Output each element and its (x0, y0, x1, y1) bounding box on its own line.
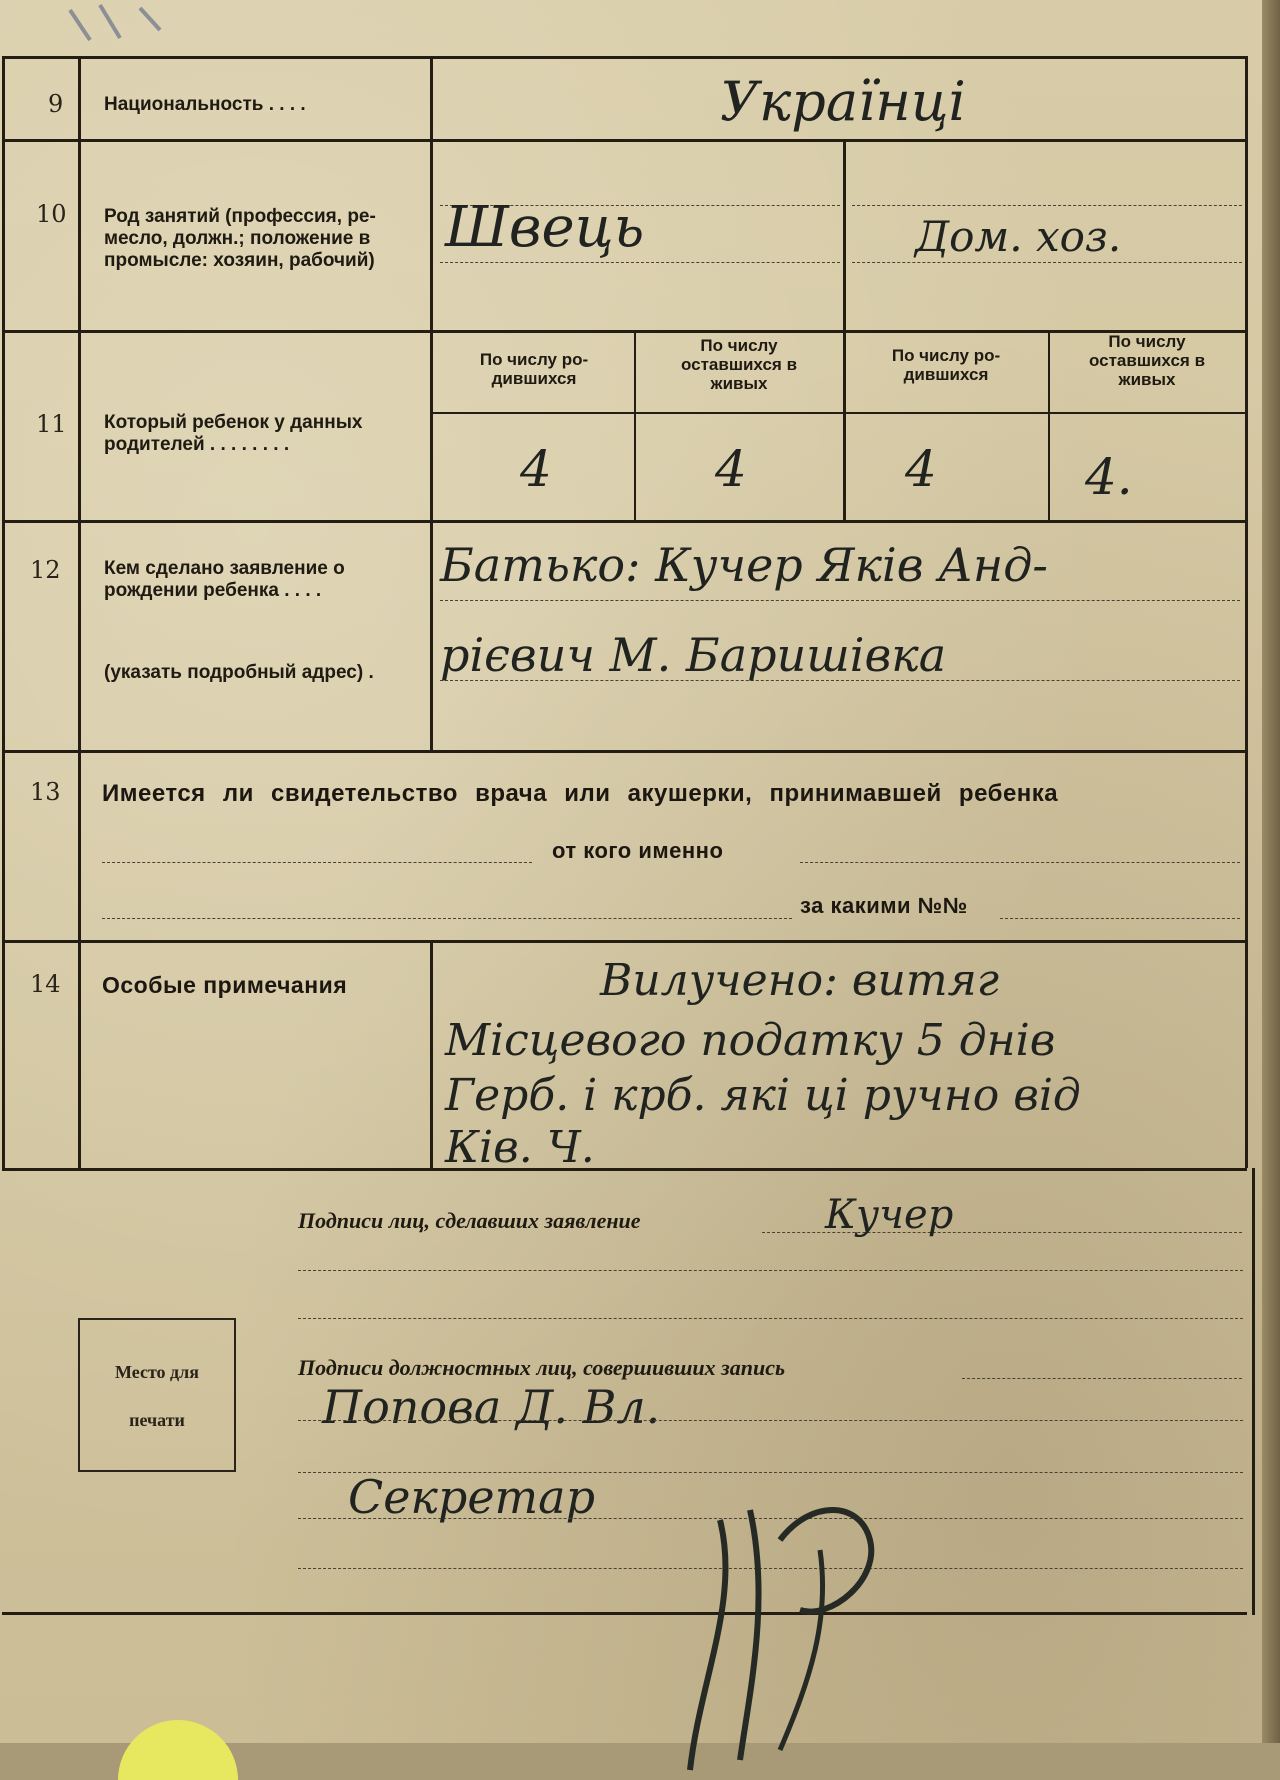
label-applicant-2: рождении ребенка . . . . (104, 580, 322, 601)
page-edge-shadow (1262, 0, 1280, 1743)
hw-applicant-line2: рієвич М. Баришівка (440, 628, 947, 682)
row-number-9: 9 (48, 90, 64, 118)
hw-count-born-father: 4 (520, 440, 552, 498)
hw-applicant-signature: Кучер (825, 1192, 954, 1238)
count-col-rule-3 (1048, 330, 1050, 520)
col-head-alive-1: По числу оставшихся в живых (680, 336, 798, 393)
label-occupation-3: промысле: хозяин, рабочий) (104, 250, 375, 271)
hw-official-signature-1: Попова Д. Вл. (322, 1380, 661, 1434)
cert-dash-1 (102, 862, 532, 863)
rule-13-14 (2, 940, 1247, 943)
cert-dash-4 (1000, 918, 1240, 919)
hw-notes-line1: Вилучено: витяг (600, 955, 999, 1006)
hw-count-born-mother: 4 (905, 440, 937, 498)
left-border (2, 56, 5, 1168)
sign-applicant-dash-2 (298, 1270, 1243, 1271)
label-child-order-2: родителей . . . . . . . . (104, 434, 290, 455)
label-from-whom: от кого именно (552, 838, 724, 863)
row-number-12: 12 (30, 556, 61, 584)
label-nationality: Национальность . . . . (104, 94, 306, 115)
count-col-rule-1 (634, 330, 636, 520)
rule-14-end (2, 1168, 1247, 1171)
label-occupation-2: месло, должн.; положение в (104, 228, 371, 249)
label-occupation-1: Род занятий (профессия, ре- (104, 206, 376, 227)
hw-notes-line4: Ків. Ч. (445, 1122, 595, 1173)
label-official-signatures: Подписи должностных лиц, совершивших запись (298, 1355, 786, 1380)
cert-dash-3 (102, 918, 792, 919)
corner-pen-marks (50, 0, 170, 60)
count-head-rule (433, 412, 1245, 414)
label-child-order-1: Который ребенок у данных (104, 412, 363, 433)
rule-12-13 (2, 750, 1247, 753)
hw-applicant-line1: Батько: Кучер Яків Анд- (440, 538, 1048, 592)
label-applicant-address: (указать подробный адрес) . (104, 662, 374, 683)
hw-notes-line2: Місцевого податку 5 днів (445, 1015, 1056, 1066)
occupation-dash-2 (440, 262, 840, 263)
hw-notes-line3: Герб. і крб. які ці ручно від (445, 1070, 1081, 1121)
rule-9-10 (2, 139, 1247, 142)
col-head-alive-2: По числу оставшихся в живых (1088, 332, 1206, 389)
row-number-14: 14 (30, 970, 61, 998)
label-certificate-question: Имеется ли свидетельство врача или акушерки, принимавшей ребенка (102, 780, 1059, 807)
hw-official-signature-2: Секретар (348, 1470, 596, 1524)
col-head-born-1: По числу ро- дившихся (479, 350, 589, 388)
hw-count-alive-mother: 4. (1085, 448, 1133, 506)
right-border-lower (1252, 1168, 1255, 1615)
right-border (1245, 56, 1248, 1168)
hw-occupation-mother: Дом. хоз. (915, 212, 1122, 261)
label-which-numbers: за какими №№ (800, 893, 968, 918)
stamp-place-box (78, 1318, 236, 1472)
label-applicant-1: Кем сделано заявление о (104, 558, 345, 579)
label-special-notes: Особые примечания (102, 972, 348, 998)
occupation-dash-4 (852, 262, 1242, 263)
label-col-rule-14 (430, 940, 433, 1168)
row-number-10: 10 (36, 200, 67, 228)
num-col-rule (78, 56, 81, 1168)
row-number-13: 13 (30, 778, 61, 806)
hw-nationality: Українці (720, 70, 966, 133)
stamp-label-1: Место для (115, 1362, 199, 1382)
sign-official-dash-2 (298, 1420, 1243, 1421)
top-rule (2, 56, 1247, 59)
hw-occupation-father: Швець (445, 195, 645, 260)
occupation-dash-3 (852, 205, 1242, 206)
flourish-signature (660, 1480, 920, 1780)
bottom-rule (2, 1612, 1247, 1615)
applicant-dash-1 (440, 600, 1240, 601)
rule-11-12 (2, 520, 1247, 523)
hw-count-alive-father: 4 (715, 440, 747, 498)
sign-official-dash (962, 1378, 1242, 1379)
row-number-11: 11 (36, 410, 67, 438)
cert-dash-2 (800, 862, 1240, 863)
stamp-label-2: печати (129, 1410, 185, 1430)
col-head-born-2: По числу ро- дившихся (891, 346, 1001, 384)
sign-applicant-dash-3 (298, 1318, 1243, 1319)
parent-split-rule (843, 139, 846, 520)
label-col-rule (430, 56, 433, 750)
label-applicant-signatures: Подписи лиц, сделавших заявление (298, 1208, 641, 1233)
